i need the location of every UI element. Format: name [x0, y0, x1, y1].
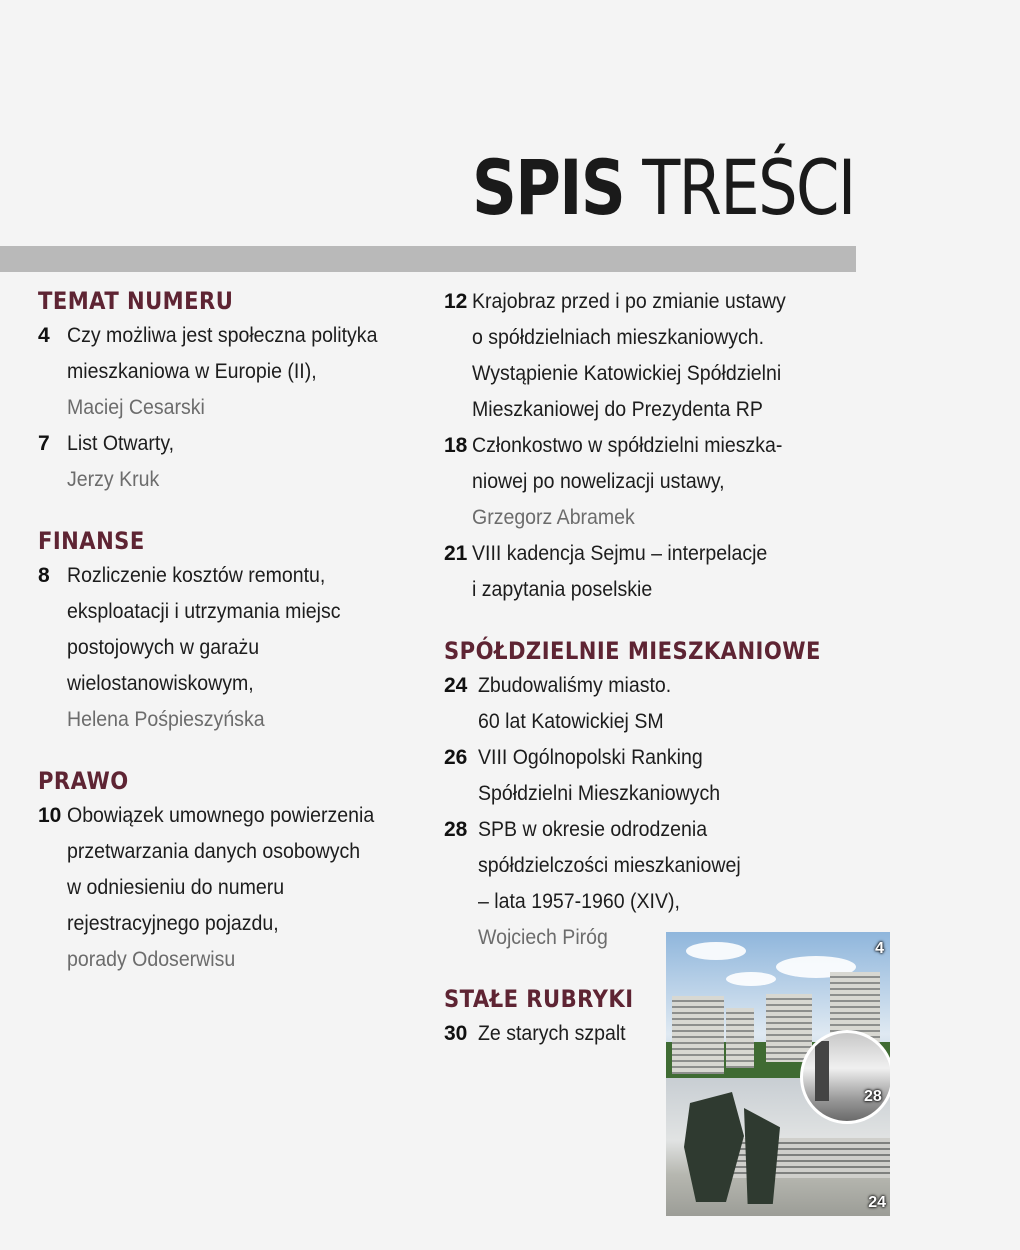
photo-inset-tower — [815, 1041, 829, 1101]
entry-title-line: List Otwarty, — [67, 432, 175, 455]
toc-section — [38, 284, 418, 498]
entry-title-line: Czy możliwa jest społeczna polityka — [67, 324, 378, 347]
page-title-bold: SPIS — [472, 143, 625, 232]
entry-title-line: spółdzielczości mieszkaniowej — [478, 854, 741, 877]
entry-author: Wojciech Piróg — [478, 926, 608, 949]
page-title — [472, 143, 855, 232]
entry-author: Maciej Cesarski — [67, 396, 205, 419]
toc-entry[interactable] — [444, 740, 824, 812]
cover-photo-collage[interactable] — [666, 932, 890, 1216]
page-number: 12 — [444, 290, 468, 313]
section-heading: STAŁE RUBRYKI — [444, 985, 634, 1013]
left-column — [38, 284, 418, 1004]
entry-title-line: Wystąpienie Katowickiej Spółdzielni — [472, 362, 782, 385]
toc-entry[interactable] — [444, 284, 824, 428]
toc-section — [444, 634, 824, 956]
toc-entry[interactable] — [38, 426, 418, 498]
entry-author: porady Odoserwisu — [67, 948, 236, 971]
entry-text — [472, 428, 824, 536]
toc-entry[interactable] — [38, 318, 418, 426]
entry-text — [67, 558, 418, 738]
page-number: 24 — [444, 674, 468, 697]
entry-title-line: Zbudowaliśmy miasto. — [478, 674, 672, 697]
page-number: 30 — [444, 1022, 468, 1045]
toc-section — [38, 764, 418, 978]
photo-badge-top: 4 — [875, 940, 884, 957]
entry-title-line: 60 lat Katowickiej SM — [478, 710, 664, 733]
entry-title-line: VIII Ogólnopolski Ranking — [478, 746, 703, 769]
entry-text — [67, 798, 418, 978]
page-number: 7 — [38, 432, 50, 455]
entry-title-line: Rozliczenie kosztów remontu, — [67, 564, 326, 587]
page-number: 10 — [38, 804, 62, 827]
entry-text — [67, 318, 418, 426]
page-title-light: TREŚCI — [642, 143, 855, 232]
photo-badge-bottom: 24 — [868, 1194, 886, 1211]
page-number: 26 — [444, 746, 468, 769]
entry-title-line: VIII kadencja Sejmu – interpelacje — [472, 542, 768, 565]
entry-text — [472, 284, 824, 428]
page-number: 18 — [444, 434, 468, 457]
photo-cloud — [726, 972, 776, 986]
entry-author: Jerzy Kruk — [67, 468, 160, 491]
toc-entry[interactable] — [444, 536, 824, 608]
entry-text — [478, 740, 824, 812]
toc-entry[interactable] — [444, 668, 824, 740]
entry-author: Helena Pośpieszyńska — [67, 708, 265, 731]
section-heading: SPÓŁDZIELNIE MIESZKANIOWE — [444, 637, 821, 665]
toc-entry[interactable] — [444, 428, 824, 536]
entry-title-line: niowej po nowelizacji ustawy, — [472, 470, 725, 493]
entry-title-line: w odniesieniu do numeru — [67, 876, 285, 899]
page-number: 8 — [38, 564, 50, 587]
photo-inset-circle — [800, 1030, 890, 1124]
entry-title-line: postojowych w garażu — [67, 636, 260, 659]
entry-title-line: mieszkaniowa w Europie (II), — [67, 360, 317, 383]
entry-title-line: i zapytania poselskie — [472, 578, 653, 601]
toc-section — [38, 524, 418, 738]
entry-title-line: Obowiązek umownego powierzenia — [67, 804, 375, 827]
entry-title-line: eksploatacji i utrzymania miejsc — [67, 600, 341, 623]
section-heading: PRAWO — [38, 767, 129, 795]
entry-title-line: Krajobraz przed i po zmianie ustawy — [472, 290, 786, 313]
entry-title-line: Mieszkaniowej do Prezydenta RP — [472, 398, 763, 421]
entry-title-line: SPB w okresie odrodzenia — [478, 818, 708, 841]
entry-text — [67, 426, 418, 498]
photo-building — [726, 1008, 754, 1068]
toc-entry[interactable] — [38, 798, 418, 978]
entry-title-line: rejestracyjnego pojazdu, — [67, 912, 279, 935]
page-number: 28 — [444, 818, 468, 841]
photo-badge-circle: 28 — [864, 1088, 882, 1105]
entry-author: Grzegorz Abramek — [472, 506, 635, 529]
photo-cloud — [686, 942, 746, 960]
toc-entry[interactable] — [38, 558, 418, 738]
entry-title-line: przetwarzania danych osobowych — [67, 840, 361, 863]
entry-title-line: o spółdzielniach mieszkaniowych. — [472, 326, 765, 349]
entry-title-line: – lata 1957-1960 (XIV), — [478, 890, 680, 913]
entry-text — [472, 536, 824, 608]
photo-building — [672, 996, 724, 1074]
section-heading: FINANSE — [38, 527, 145, 555]
header-rule — [0, 246, 856, 272]
entry-title-line: Członkostwo w spółdzielni mieszka- — [472, 434, 783, 457]
page-number: 21 — [444, 542, 468, 565]
section-heading: TEMAT NUMERU — [38, 287, 234, 315]
entry-title-line: Spółdzielni Mieszkaniowych — [478, 782, 721, 805]
toc-section-continued — [444, 284, 824, 608]
entry-title-line: wielostanowiskowym, — [67, 672, 254, 695]
photo-building — [766, 994, 812, 1062]
entry-title-line: Ze starych szpalt — [478, 1022, 626, 1045]
entry-text — [478, 668, 824, 740]
page-number: 4 — [38, 324, 50, 347]
